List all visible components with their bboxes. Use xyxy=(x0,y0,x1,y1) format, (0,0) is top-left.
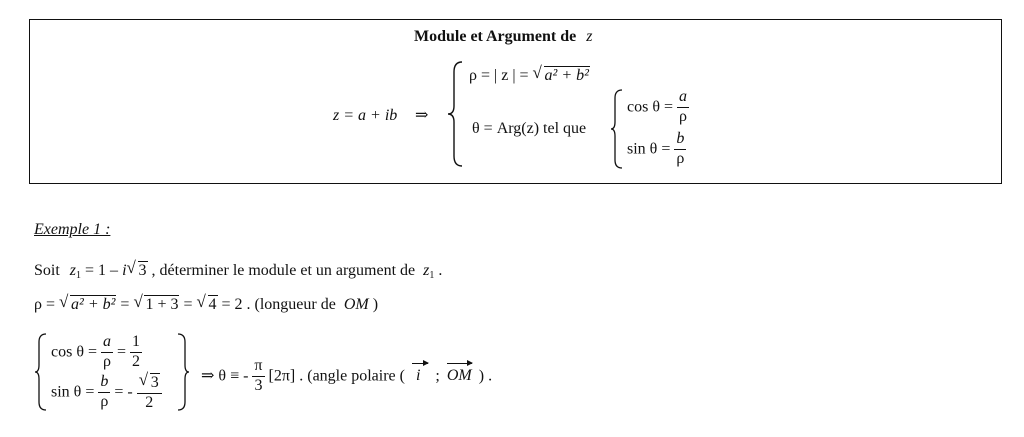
line2-rho: ρ = xyxy=(34,296,56,313)
sys-cos-n2: 1 xyxy=(132,333,141,350)
rho-line xyxy=(469,63,590,85)
cos-den: ρ xyxy=(677,107,689,126)
line2-radicand-3: 4 xyxy=(208,296,217,313)
line1-i: i xyxy=(122,262,127,279)
line2-om: OM xyxy=(343,296,369,313)
sys-cos-d1: ρ xyxy=(101,352,113,371)
line1-radicand: 3 xyxy=(138,262,147,279)
sys-sin-sqrt: √ 3 xyxy=(138,370,159,391)
result-pre: ⇒ θ ≡ - xyxy=(201,367,249,385)
example-heading: Exemple 1 : xyxy=(34,221,111,238)
title-var: z xyxy=(586,28,593,45)
system-right-brace xyxy=(176,332,190,412)
line2-sqrt-3: √ 4 xyxy=(196,292,217,313)
sys-cos-lhs: cos θ = xyxy=(51,343,98,361)
example-line-2 xyxy=(34,292,379,314)
line1-dot: . xyxy=(438,262,443,279)
line2-eq-2: = xyxy=(183,296,193,313)
system-left-brace xyxy=(34,332,48,412)
theta-line: θ = Arg(z) tel que xyxy=(472,120,587,137)
cos-lhs: cos θ = xyxy=(627,98,674,116)
cos-num: a xyxy=(679,88,688,105)
line2-close: ) xyxy=(372,296,379,313)
example-line-1 xyxy=(34,258,443,281)
line1-sub: 1 xyxy=(76,270,82,281)
sys-sin-d1: ρ xyxy=(98,392,110,411)
result-mod: [2π] . (angle polaire ( xyxy=(268,367,405,385)
sin-line xyxy=(627,131,686,168)
rho-lhs: ρ = | z | = xyxy=(469,67,529,84)
result-num: π xyxy=(254,357,263,374)
sys-sin-frac-2 xyxy=(137,370,162,412)
line2-eq-1: = xyxy=(120,296,130,313)
cos-line xyxy=(627,89,689,126)
vector-om-label: OM xyxy=(446,367,472,385)
sin-den: ρ xyxy=(674,149,686,168)
result-line xyxy=(201,358,492,395)
line2-end: = 2 . (longueur de xyxy=(221,296,336,313)
result-end: ) . xyxy=(478,367,493,385)
line1-end-var: z xyxy=(423,262,430,279)
line1-var: z xyxy=(69,262,77,279)
line2-radicand-1: a² + b² xyxy=(71,296,116,313)
line1-rest: , déterminer le module et un argument de xyxy=(151,262,416,279)
sys-cos-frac-2 xyxy=(130,334,142,371)
sys-sin-n1: b xyxy=(100,373,109,391)
sin-fraction xyxy=(674,131,686,168)
left-brace-small xyxy=(610,88,624,170)
sys-cos-n1: a xyxy=(103,333,112,350)
sys-sin-radicand: 3 xyxy=(150,374,159,391)
system-sin-line xyxy=(51,370,162,412)
sys-sin-d2: 2 xyxy=(137,393,162,412)
sin-lhs: sin θ = xyxy=(627,140,671,158)
system-cos-line: cos θ = $\frac{a}{\rho}$ = $\frac{1}{2}$ xyxy=(51,333,141,370)
line2-sqrt-1: √ a² + b² xyxy=(59,292,116,313)
box-title xyxy=(414,29,592,45)
result-frac xyxy=(252,358,264,395)
line2-sqrt-2: √ 1 + 3 xyxy=(133,292,179,313)
implies-symbol: ⇒ xyxy=(415,107,429,124)
line1-sqrt: √ 3 xyxy=(126,258,147,279)
sys-cos-d2: 2 xyxy=(132,352,141,370)
line1-end-sub: 1 xyxy=(429,270,435,281)
sys-sin-minus: = - xyxy=(114,383,133,401)
sys-cos-frac-1 xyxy=(101,334,113,371)
line1-prefix: Soit xyxy=(34,262,60,279)
sys-sin-frac-1 xyxy=(98,374,110,411)
vector-i xyxy=(412,368,428,384)
result-sep: ; xyxy=(435,367,440,385)
line2-radicand-2: 1 + 3 xyxy=(145,296,179,313)
sin-num: b xyxy=(676,130,685,147)
left-brace-big xyxy=(447,60,465,168)
cos-fraction xyxy=(677,89,689,126)
vector-om xyxy=(447,368,472,384)
rho-sqrt: √ a² + b² xyxy=(532,63,589,84)
result-den: 3 xyxy=(252,376,264,395)
sys-sin-lhs: sin θ = xyxy=(51,383,95,401)
rho-radicand: a² + b² xyxy=(544,67,589,84)
vector-i-label: i xyxy=(415,367,421,385)
def-lhs: z = a + ib xyxy=(333,107,398,124)
title-text: Module et Argument de xyxy=(414,28,577,45)
line1-eq: = 1 – xyxy=(85,262,119,279)
